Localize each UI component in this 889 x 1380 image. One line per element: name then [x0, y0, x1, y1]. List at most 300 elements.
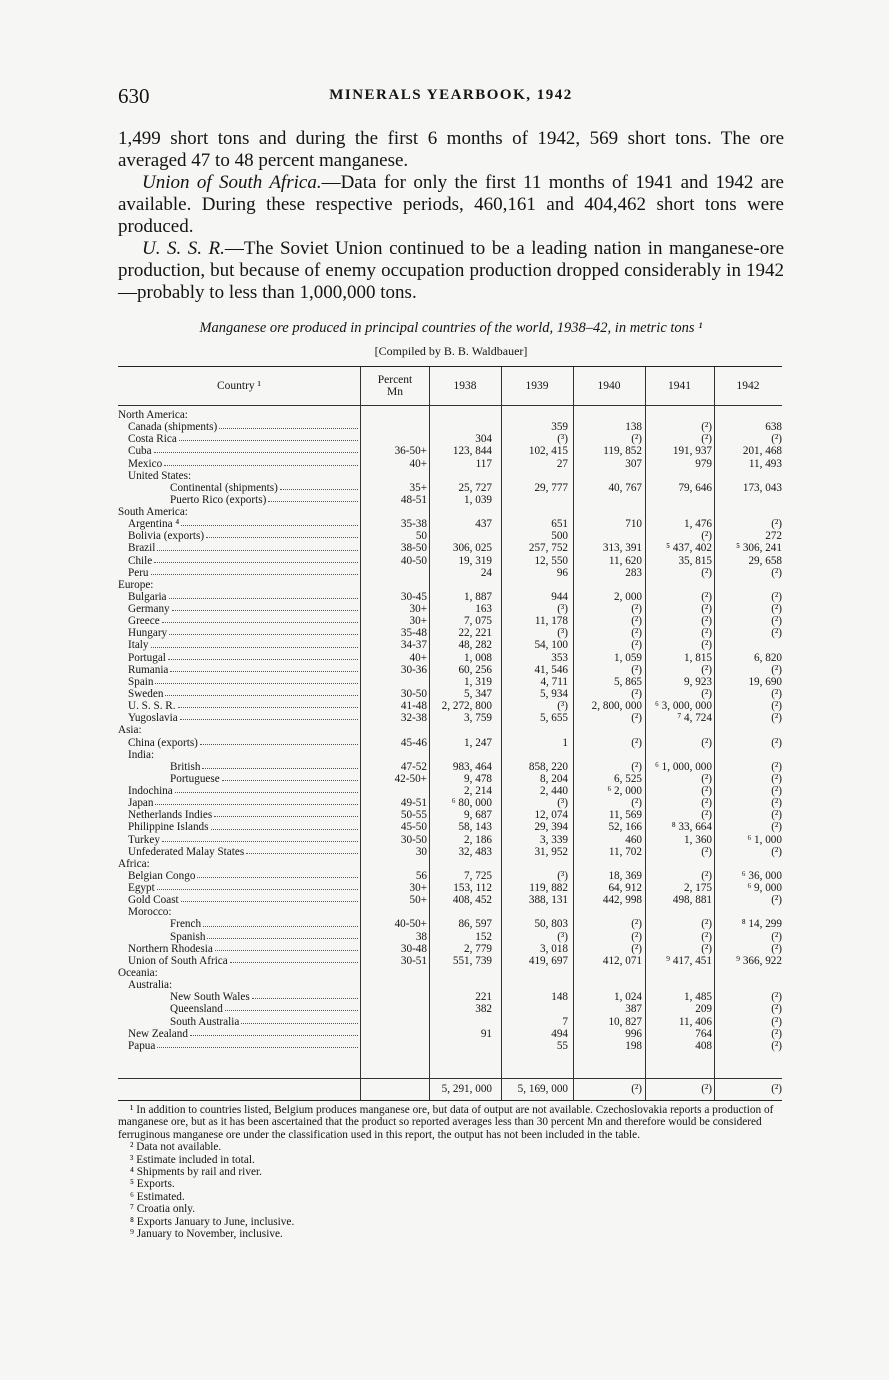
- value-cell-1942: (²): [771, 736, 782, 749]
- value-cell-1939: 3, 339: [540, 833, 568, 846]
- country-label: Chile: [128, 554, 153, 567]
- value-cell-1941: (²): [701, 809, 712, 822]
- country-label: Northern Rhodesia: [128, 942, 213, 955]
- table-row: [118, 506, 782, 518]
- leader-dots: [165, 688, 358, 696]
- value-cell-1942: (²): [771, 785, 782, 798]
- table-row: [118, 749, 782, 761]
- percent-mn-cell: 30: [415, 845, 427, 858]
- value-cell-1939: (³): [557, 700, 568, 713]
- leader-dots: [157, 882, 358, 890]
- country-cell: [118, 700, 360, 712]
- country-cell: [118, 882, 360, 894]
- country-label: Greece: [128, 615, 160, 628]
- table-row: [118, 542, 782, 554]
- value-cell-1939: 119, 882: [529, 882, 568, 895]
- value-cell-1940: (²): [631, 615, 642, 628]
- value-cell-1940: 2, 000: [614, 590, 642, 603]
- country-cell: [118, 749, 360, 761]
- percent-mn-cell: 30-50: [400, 833, 427, 846]
- country-cell: [118, 433, 360, 445]
- value-cell-1939: (³): [557, 797, 568, 810]
- paragraph-3: [118, 238, 784, 304]
- table-row: [118, 773, 782, 785]
- value-cell-1941: 209: [695, 1003, 712, 1016]
- value-cell-1941: (²): [701, 687, 712, 700]
- value-cell-1938: 304: [475, 433, 492, 446]
- value-cell-1942: (²): [771, 603, 782, 616]
- value-cell-1942: (²): [771, 930, 782, 943]
- leader-dots: [155, 797, 358, 805]
- table-row: [118, 1003, 782, 1015]
- country-cell: [118, 773, 360, 785]
- value-cell-1938: 32, 483: [458, 845, 492, 858]
- value-cell-1939: 31, 952: [534, 845, 568, 858]
- value-cell-1942: (²): [771, 991, 782, 1004]
- paragraph-3-text: —The Soviet Union continued to be a leading nation in manganese-ore production, but because of enemy occupation production dropped considerably in 1942—probably to less than 1,000,000 tons.: [118, 238, 784, 303]
- country-cell: [118, 615, 360, 627]
- leader-dots: [151, 639, 358, 647]
- value-cell-1939: 27: [556, 457, 568, 470]
- value-cell-1938: 2, 272, 800: [441, 700, 492, 713]
- value-cell-1939: 494: [551, 1027, 568, 1040]
- table-row: [118, 809, 782, 821]
- country-cell: [118, 591, 360, 603]
- value-cell-1938: 306, 025: [452, 542, 492, 555]
- value-cell-1941: ⁶ 1, 000, 000: [654, 760, 712, 773]
- country-cell: [118, 482, 360, 494]
- value-cell-1940: 198: [625, 1039, 642, 1052]
- table-row: [118, 979, 782, 991]
- value-cell-1938: 48, 282: [458, 639, 492, 652]
- value-cell-1942: 173, 043: [742, 481, 782, 494]
- value-cell-1938: 221: [475, 991, 492, 1004]
- leader-dots: [170, 664, 358, 672]
- leader-dots: [246, 846, 358, 854]
- country-label: Portugal: [128, 651, 166, 664]
- country-label: U. S. S. R.: [128, 700, 176, 713]
- value-cell-1941: (²): [701, 421, 712, 434]
- value-cell-1940: (²): [631, 433, 642, 446]
- leader-dots: [157, 542, 358, 550]
- value-cell-1940: 307: [625, 457, 642, 470]
- country-cell: [118, 834, 360, 846]
- value-cell-1941: 1, 476: [684, 518, 712, 531]
- table-row: [118, 931, 782, 943]
- country-label: Cuba: [128, 445, 152, 458]
- value-cell-1942: (²): [771, 627, 782, 640]
- country-label: Australia:: [128, 979, 173, 992]
- leader-dots: [230, 955, 358, 963]
- value-cell-1938: 1, 887: [464, 590, 492, 603]
- table-row: [118, 846, 782, 858]
- country-label: French: [170, 918, 202, 931]
- country-label: Turkey: [128, 833, 160, 846]
- value-cell-1938: 58, 143: [458, 821, 492, 834]
- country-label: Rumania: [128, 663, 169, 676]
- table-row: [118, 433, 782, 445]
- table-row: [118, 785, 782, 797]
- value-cell-1942: 638: [765, 421, 782, 434]
- country-cell: [118, 555, 360, 567]
- value-cell-1938: 551, 739: [452, 954, 492, 967]
- value-cell-1938: 152: [475, 930, 492, 943]
- country-cell: [118, 943, 360, 955]
- table-row: [118, 761, 782, 773]
- paragraph-2-text: —Data for only the first 11 months of 1941 and 1942 are available. During these respective periods, 460,161 and 404,462 short tons were produced.: [118, 172, 784, 237]
- value-cell-1939: 55: [556, 1039, 568, 1052]
- value-cell-1940: 52, 166: [608, 821, 642, 834]
- value-cell-1939: 651: [551, 518, 568, 531]
- percent-mn-cell: 34-37: [400, 639, 427, 652]
- total-1939: 5, 169, 000: [517, 1083, 568, 1095]
- leader-dots: [168, 652, 358, 660]
- table-row: [118, 943, 782, 955]
- footnote: ⁶ Estimated.: [130, 1190, 185, 1203]
- value-cell-1940: 119, 852: [603, 445, 642, 458]
- table-row: [118, 409, 782, 421]
- percent-mn-cell: 49-51: [400, 797, 427, 810]
- leader-dots: [157, 1040, 358, 1048]
- table-row: [118, 591, 782, 603]
- leader-dots: [225, 1003, 358, 1011]
- country-cell: [118, 906, 360, 918]
- value-cell-1942: ⁹ 366, 922: [736, 954, 782, 967]
- footnote: ⁴ Shipments by rail and river.: [130, 1166, 262, 1179]
- value-cell-1938: 1, 247: [464, 736, 492, 749]
- country-label: South Australia: [170, 1015, 240, 1028]
- leader-dots: [200, 737, 358, 745]
- value-cell-1941: (²): [701, 603, 712, 616]
- table-row: [118, 1028, 782, 1040]
- value-cell-1941: ⁸ 33, 664: [671, 821, 712, 834]
- value-cell-1942: (²): [771, 894, 782, 907]
- table-row: [118, 445, 782, 457]
- country-label: Canada (shipments): [128, 421, 218, 434]
- value-cell-1941: 11, 406: [678, 1015, 712, 1028]
- value-cell-1942: (²): [771, 797, 782, 810]
- country-label: Hungary: [128, 627, 168, 640]
- table-row: [118, 967, 782, 979]
- country-cell: [118, 737, 360, 749]
- leader-dots: [181, 518, 358, 526]
- table-row: [118, 676, 782, 688]
- value-cell-1941: ⁵ 437, 402: [666, 542, 712, 555]
- value-cell-1942: 11, 493: [748, 457, 782, 470]
- percent-mn-cell: 41-48: [400, 700, 427, 713]
- value-cell-1942: 29, 658: [748, 554, 782, 567]
- country-cell: [118, 809, 360, 821]
- value-cell-1941: 1, 360: [684, 833, 712, 846]
- percent-mn-cell: 50+: [409, 894, 427, 907]
- value-cell-1941: 2, 175: [684, 882, 712, 895]
- value-cell-1940: 283: [625, 566, 642, 579]
- value-cell-1942: ⁶ 36, 000: [741, 869, 782, 882]
- value-cell-1938: 9, 687: [464, 809, 492, 822]
- country-label: Mexico: [128, 457, 163, 470]
- leader-dots: [151, 567, 358, 575]
- country-cell: [118, 931, 360, 943]
- value-cell-1940: (²): [631, 797, 642, 810]
- value-cell-1941: (²): [701, 930, 712, 943]
- country-cell: [118, 967, 360, 979]
- percent-mn-cell: 35-38: [400, 518, 427, 531]
- percent-mn-cell: 56: [415, 869, 427, 882]
- value-cell-1939: 29, 394: [534, 821, 568, 834]
- country-label: Spain: [128, 675, 154, 688]
- value-cell-1939: (³): [557, 603, 568, 616]
- value-cell-1939: 1: [562, 736, 568, 749]
- value-cell-1939: 50, 803: [534, 918, 568, 931]
- table-row: [118, 1040, 782, 1052]
- value-cell-1939: 8, 204: [540, 772, 568, 785]
- value-cell-1942: (²): [771, 809, 782, 822]
- value-cell-1939: 29, 777: [534, 481, 568, 494]
- value-cell-1941: 191, 937: [672, 445, 712, 458]
- value-cell-1938: 1, 008: [464, 651, 492, 664]
- value-cell-1941: (²): [701, 736, 712, 749]
- value-cell-1941: (²): [701, 530, 712, 543]
- country-label: Oceania:: [118, 966, 158, 979]
- value-cell-1940: ⁶ 2, 000: [607, 785, 642, 798]
- leader-dots: [190, 1028, 358, 1036]
- leader-dots: [211, 821, 359, 829]
- value-cell-1941: (²): [701, 845, 712, 858]
- value-cell-1942: (²): [771, 821, 782, 834]
- value-cell-1941: ⁷ 4, 724: [677, 712, 712, 725]
- table-row: [118, 991, 782, 1003]
- percent-mn-cell: 30+: [409, 882, 427, 895]
- table-row: [118, 579, 782, 591]
- value-cell-1938: 117: [475, 457, 492, 470]
- value-cell-1940: 710: [625, 518, 642, 531]
- paragraph-3-lead: U. S. S. R.: [142, 238, 225, 259]
- value-cell-1939: (³): [557, 869, 568, 882]
- country-cell: [118, 870, 360, 882]
- table-row: [118, 530, 782, 542]
- value-cell-1939: 500: [551, 530, 568, 543]
- country-label: Spanish: [170, 930, 206, 943]
- country-cell: [118, 567, 360, 579]
- value-cell-1941: (²): [701, 615, 712, 628]
- footnote: ³ Estimate included in total.: [130, 1153, 255, 1166]
- value-cell-1940: (²): [631, 918, 642, 931]
- leader-dots: [268, 494, 358, 502]
- country-label: United States:: [128, 469, 192, 482]
- value-cell-1942: (²): [771, 433, 782, 446]
- value-cell-1938: 1, 039: [464, 493, 492, 506]
- value-cell-1942: (²): [771, 712, 782, 725]
- value-cell-1938: 123, 844: [452, 445, 492, 458]
- value-cell-1940: 10, 827: [608, 1015, 642, 1028]
- value-cell-1939: 12, 550: [534, 554, 568, 567]
- country-label: Papua: [128, 1039, 156, 1052]
- total-1940: (²): [631, 1083, 642, 1095]
- value-cell-1938: 7, 725: [464, 869, 492, 882]
- footnote: ⁷ Croatia only.: [130, 1203, 196, 1216]
- value-cell-1941: 764: [695, 1027, 712, 1040]
- table-row: [118, 834, 782, 846]
- country-cell: [118, 1040, 360, 1052]
- value-cell-1939: (³): [557, 433, 568, 446]
- header-1939: 1939: [525, 380, 549, 392]
- country-cell: [118, 518, 360, 530]
- leader-dots: [222, 773, 358, 781]
- total-row: [118, 1078, 782, 1099]
- value-cell-1940: 460: [625, 833, 642, 846]
- value-cell-1941: (²): [701, 918, 712, 931]
- value-cell-1939: 54, 100: [534, 639, 568, 652]
- country-label: Queensland: [170, 1003, 223, 1016]
- value-cell-1940: 412, 071: [602, 954, 642, 967]
- table-row: [118, 858, 782, 870]
- header-percent-mn: Percent Mn: [377, 374, 413, 398]
- percent-mn-cell: 30+: [409, 615, 427, 628]
- value-cell-1942: (²): [771, 942, 782, 955]
- value-cell-1940: 11, 702: [608, 845, 642, 858]
- percent-mn-cell: 30-45: [400, 590, 427, 603]
- value-cell-1940: 40, 767: [608, 481, 642, 494]
- country-cell: [118, 846, 360, 858]
- leader-dots: [197, 870, 358, 878]
- value-cell-1940: 5, 865: [614, 675, 642, 688]
- value-cell-1940: 6, 525: [614, 772, 642, 785]
- country-cell: [118, 627, 360, 639]
- country-cell: [118, 676, 360, 688]
- value-cell-1942: (²): [771, 760, 782, 773]
- table-row: [118, 688, 782, 700]
- percent-mn-cell: 38: [415, 930, 427, 943]
- value-cell-1941: (²): [701, 663, 712, 676]
- value-cell-1941: (²): [701, 566, 712, 579]
- value-cell-1940: 64, 912: [608, 882, 642, 895]
- country-cell: [118, 894, 360, 906]
- leader-dots: [252, 991, 358, 999]
- leader-dots: [181, 894, 358, 902]
- table-row: [118, 700, 782, 712]
- value-cell-1940: (²): [631, 603, 642, 616]
- percent-mn-cell: 30-36: [400, 663, 427, 676]
- paragraph-2-lead: Union of South Africa.: [142, 172, 322, 193]
- country-cell: [118, 712, 360, 724]
- leader-dots: [214, 809, 358, 817]
- total-1941: (²): [701, 1083, 712, 1095]
- value-cell-1940: (²): [631, 639, 642, 652]
- value-cell-1942: (²): [771, 566, 782, 579]
- leader-dots: [154, 445, 358, 453]
- value-cell-1938: 408, 452: [452, 894, 492, 907]
- table-row: [118, 567, 782, 579]
- value-cell-1939: 41, 546: [534, 663, 568, 676]
- table-row: [118, 652, 782, 664]
- table-title: Manganese ore produced in principal countries of the world, 1938–42, in metric tons ¹: [199, 320, 703, 336]
- country-cell: [118, 409, 360, 421]
- value-cell-1940: 2, 800, 000: [591, 700, 642, 713]
- value-cell-1939: (³): [557, 930, 568, 943]
- country-label: China (exports): [128, 736, 198, 749]
- percent-mn-cell: 50: [415, 530, 427, 543]
- value-cell-1939: 388, 131: [528, 894, 568, 907]
- country-cell: [118, 445, 360, 457]
- value-cell-1941: (²): [701, 433, 712, 446]
- value-cell-1940: (²): [631, 930, 642, 943]
- table-row: [118, 906, 782, 918]
- country-label: Brazil: [128, 542, 156, 555]
- paragraph-2: [118, 172, 784, 238]
- leader-dots: [155, 676, 358, 684]
- country-cell: [118, 785, 360, 797]
- value-cell-1940: (²): [631, 942, 642, 955]
- header-1940: 1940: [597, 380, 621, 392]
- value-cell-1940: 1, 024: [614, 991, 642, 1004]
- table-row: [118, 555, 782, 567]
- percent-mn-cell: 40-50+: [394, 918, 427, 931]
- value-cell-1942: (²): [771, 1003, 782, 1016]
- value-cell-1940: 996: [625, 1027, 642, 1040]
- country-label: South America:: [118, 506, 188, 519]
- country-label: Bulgaria: [128, 590, 167, 603]
- percent-mn-cell: 30-51: [400, 954, 427, 967]
- leader-dots: [207, 931, 358, 939]
- country-label: Italy: [128, 639, 149, 652]
- country-label: Bolivia (exports): [128, 530, 205, 543]
- value-cell-1941: (²): [701, 590, 712, 603]
- country-cell: [118, 639, 360, 651]
- percent-mn-cell: 30-50: [400, 687, 427, 700]
- percent-mn-cell: 35-48: [400, 627, 427, 640]
- country-cell: [118, 955, 360, 967]
- value-cell-1942: (²): [771, 845, 782, 858]
- leader-dots: [169, 591, 358, 599]
- value-cell-1942: (²): [771, 700, 782, 713]
- value-cell-1939: 148: [551, 991, 568, 1004]
- value-cell-1942: 19, 690: [748, 675, 782, 688]
- country-cell: [118, 797, 360, 809]
- country-cell: [118, 1016, 360, 1028]
- value-cell-1940: 11, 620: [608, 554, 642, 567]
- header-rule: [118, 405, 782, 406]
- country-cell: [118, 470, 360, 482]
- value-cell-1940: (²): [631, 736, 642, 749]
- percent-mn-cell: 36-50+: [394, 445, 427, 458]
- value-cell-1940: 138: [625, 421, 642, 434]
- leader-dots: [175, 785, 358, 793]
- value-cell-1938: 382: [475, 1003, 492, 1016]
- value-cell-1942: 6, 820: [754, 651, 782, 664]
- value-cell-1940: 1, 059: [614, 651, 642, 664]
- page-number: 630: [118, 84, 150, 108]
- country-label: Netherlands Indies: [128, 809, 213, 822]
- value-cell-1938: 25, 727: [458, 481, 492, 494]
- table-compiled-note: [Compiled by B. B. Waldbauer]: [374, 344, 528, 358]
- production-table: [118, 366, 782, 1101]
- table-row: [118, 603, 782, 615]
- value-cell-1942: 272: [765, 530, 782, 543]
- percent-mn-cell: 40-50: [400, 554, 427, 567]
- value-cell-1942: (²): [771, 1015, 782, 1028]
- value-cell-1940: (²): [631, 712, 642, 725]
- footnote: ⁸ Exports January to June, inclusive.: [130, 1215, 295, 1228]
- value-cell-1941: (²): [701, 869, 712, 882]
- value-cell-1939: 5, 934: [540, 687, 568, 700]
- total-1938: 5, 291, 000: [441, 1083, 492, 1095]
- country-cell: [118, 530, 360, 542]
- value-cell-1939: 2, 440: [540, 785, 568, 798]
- value-cell-1941: 1, 815: [684, 651, 712, 664]
- value-cell-1938: 91: [480, 1027, 492, 1040]
- header-country: Country ¹: [216, 380, 262, 392]
- country-label: Union of South Africa: [128, 954, 228, 967]
